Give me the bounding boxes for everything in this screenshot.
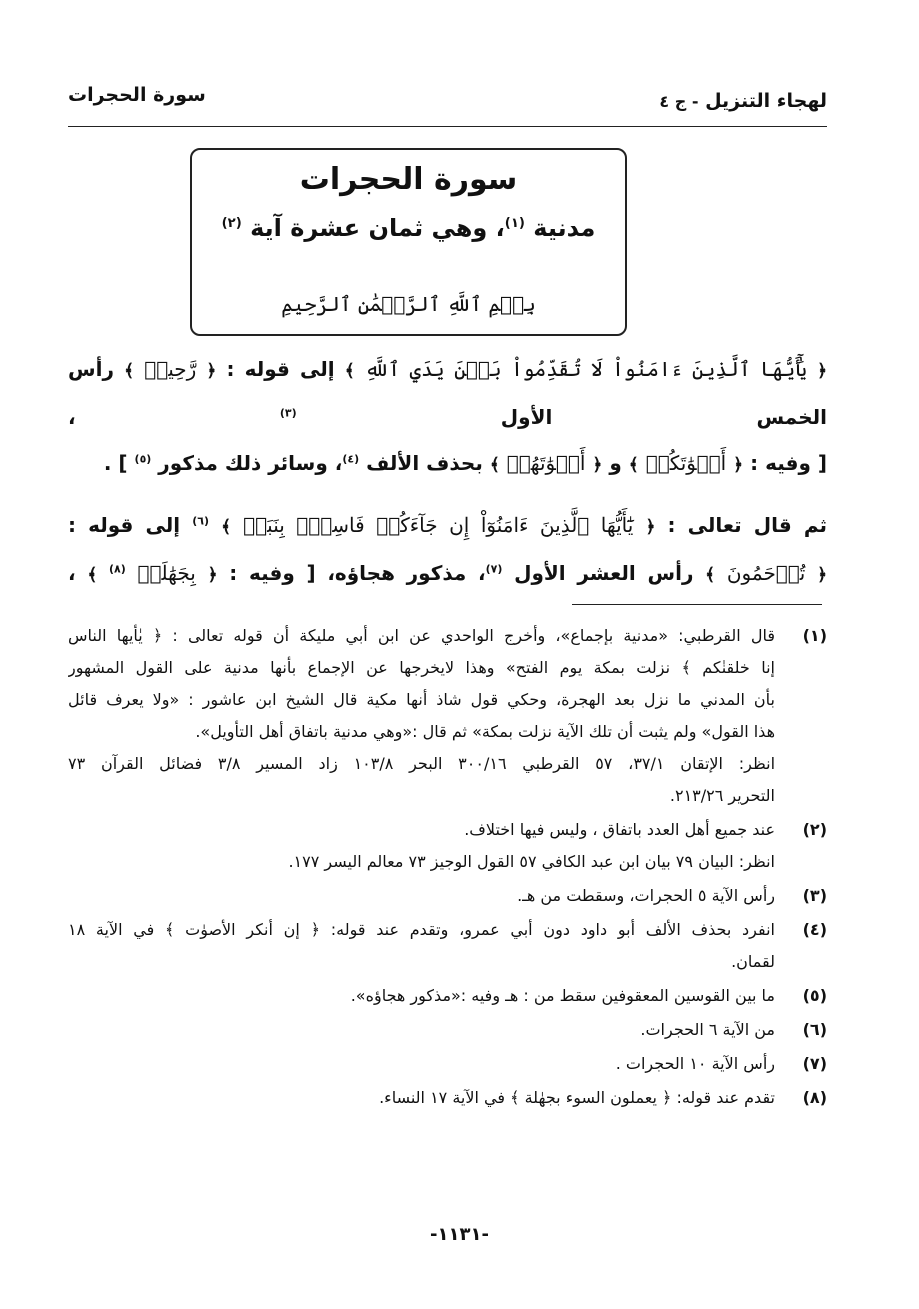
footnote-line: هذا القول» ولم يثبت أن تلك الآية نزلت بمكة» ثم قال :«وهي مدنية باتفاق أهل التأويل». <box>195 722 775 741</box>
subtitle-part-b: ، وهي ثمان عشرة آية <box>250 214 505 242</box>
quran-bracket-open: ﴿ <box>733 455 744 475</box>
main-text-run: ] . <box>103 451 128 475</box>
footnote-ref[interactable]: (٤) <box>342 452 360 466</box>
main-text-run: إلى قوله : <box>226 357 335 381</box>
quran-bracket-open: ﴿ <box>817 361 828 381</box>
footnote-number: (٨) <box>802 1088 827 1107</box>
footnote-line: انظر: الإتقان ٣٧/١، ٥٧ القرطبي ٣٠٠/١٦ البحر ١٠٣/٨ زاد المسير ٣/٨ فضائل القرآن ٧٣ <box>68 754 775 773</box>
main-text-run: رأس العشر الأول <box>514 561 694 585</box>
footnote-ref[interactable]: (١) <box>504 216 525 231</box>
quran-word: أَصۡوَٰتَهُمۡ <box>506 451 586 475</box>
quran-word: تُرۡحَمُونَ <box>726 561 806 585</box>
quran-word: بِجَهَٰلَةٖ <box>137 561 196 585</box>
volume-number: - ج ٤ <box>659 92 699 111</box>
footnote-line: انظر: البيان ٧٩ بيان ابن عبد الكافي ٥٧ القول الوجيز ٧٣ معالم اليسر ١٧٧. <box>288 852 775 871</box>
footnote-number: (٤) <box>802 920 827 939</box>
main-text-run: و <box>609 451 622 475</box>
footnote-line: انفرد بحذف الألف أبو داود دون أبي عمرو، وتقدم عند قوله: ﴿ إن أنكر الأصوٰت ﴾ في الآية ١٨ <box>68 920 775 939</box>
footnote-ref[interactable]: (٧) <box>485 562 503 576</box>
footnote-line: ما بين القوسين المعقوفين سقط من : هـ وفيه :«مذكور هجاؤه». <box>350 986 775 1005</box>
footnote-number: (٥) <box>802 986 827 1005</box>
quran-verse: يَٰٓأَيُّهَا ٱلَّذِينَ ءَامَنُواْ لَا تُقَدِّمُواْ بَيۡنَ يَدَيِ ٱللَّهِ <box>364 357 807 381</box>
footnote-4 <box>68 914 827 978</box>
subtitle-part-a: مدنية <box>533 214 596 242</box>
quran-bracket-close: ﴾ <box>124 361 135 381</box>
main-text <box>68 346 827 598</box>
quran-bracket-open: ﴿ <box>645 517 656 537</box>
main-line <box>68 550 827 598</box>
main-line <box>68 440 827 488</box>
footnote-6 <box>68 1014 827 1046</box>
footnote-ref[interactable]: (٥) <box>134 452 152 466</box>
footnote-ref[interactable]: (٣) <box>279 406 297 420</box>
main-text-run: [ وفيه : <box>750 451 827 475</box>
footnotes <box>68 620 827 1116</box>
footnote-number: (٦) <box>802 1020 827 1039</box>
basmala: بِسۡمِ ٱللَّهِ ٱلرَّحۡمَٰنِ ٱلرَّحِيمِ <box>281 292 536 316</box>
main-text-run: ، وسائر ذلك مذكور <box>158 451 343 475</box>
page-number: -١١٣١- <box>430 1224 489 1245</box>
quran-bracket-close: ﴾ <box>87 565 98 585</box>
quran-bracket-open: ﴿ <box>207 565 218 585</box>
footnote-divider <box>572 604 822 605</box>
main-text-run: بحذف الألف <box>366 451 483 475</box>
quran-bracket-close: ﴾ <box>344 361 355 381</box>
quran-bracket-close: ﴾ <box>221 517 232 537</box>
main-text-run: ، <box>68 561 76 585</box>
surah-title-box <box>190 148 627 336</box>
main-text-run: ، مذكور هجاؤه، [ وفيه : <box>229 561 486 585</box>
quran-verse: يَٰٓأَيُّهَا ٱلَّذِينَ ءَامَنُوٓاْ إِن جَآءَكُمۡ فَاسِقُۢ بِنَبَإٖ <box>243 513 634 537</box>
running-header <box>68 80 827 127</box>
main-text-run: إلى قوله : <box>68 513 181 537</box>
surah-subtitle <box>192 214 625 242</box>
footnote-line: بأن المدني ما نزل بعد الهجرة، وحكي قول شاذ أنها مكية قال الشيخ ابن عاشور : «ولا يعرف قائل <box>68 690 775 709</box>
footnote-3 <box>68 880 827 912</box>
quran-bracket-open: ﴿ <box>206 361 217 381</box>
book-title <box>659 90 827 112</box>
footnote-line: لقمان. <box>731 952 775 971</box>
footnote-7 <box>68 1048 827 1080</box>
footnote-line: رأس الآية ١٠ الحجرات . <box>615 1054 775 1073</box>
footnote-line: إنا خلقنٰكم ﴾ نزلت بمكة يوم الفتح» وهذا لايخرجها عن الإجماع بأنها مدنية على القول المشهور <box>68 658 775 677</box>
main-text-run: ثم قال تعالى : <box>667 513 828 537</box>
running-surah-name: سورة الحجرات <box>68 84 206 106</box>
footnote-1 <box>68 620 827 812</box>
footnote-5 <box>68 980 827 1012</box>
quran-bracket-close: ﴾ <box>628 455 639 475</box>
main-line <box>68 502 827 550</box>
quran-word: رَّحِيمٞ <box>144 357 197 381</box>
quran-bracket-open: ﴿ <box>592 455 603 475</box>
quran-bracket-open: ﴿ <box>817 565 828 585</box>
book-name: لهجاء التنزيل <box>705 90 827 112</box>
surah-title: سورة الحجرات <box>299 162 518 197</box>
quran-bracket-close: ﴾ <box>489 455 500 475</box>
footnote-ref[interactable]: (٨) <box>109 562 126 576</box>
footnote-number: (٧) <box>802 1054 827 1073</box>
footnote-line: قال القرطبي: «مدنية بإجماع»، وأخرج الواحدي عن ابن أبي مليكة أن قوله تعالى : ﴿ يٰأيها الناس <box>68 626 775 645</box>
footnote-8 <box>68 1082 827 1114</box>
footnote-number: (٢) <box>802 820 827 839</box>
main-line <box>68 346 827 440</box>
footnote-line: التحرير ٢١٣/٢٦. <box>669 786 775 805</box>
footnote-line: من الآية ٦ الحجرات. <box>640 1020 775 1039</box>
footnote-number: (٣) <box>802 886 827 905</box>
footnote-line: عند جميع أهل العدد باتفاق ، وليس فيها اختلاف. <box>464 820 775 839</box>
footnote-line: رأس الآية ٥ الحجرات، وسقطت من هـ. <box>517 886 775 905</box>
footnote-number: (١) <box>802 626 827 645</box>
main-text-run: ، <box>68 405 76 429</box>
footnote-ref[interactable]: (٢) <box>221 216 242 231</box>
main-text-run: رأس الخمس الأول <box>68 357 827 429</box>
footnote-2 <box>68 814 827 878</box>
quran-bracket-close: ﴾ <box>705 565 716 585</box>
footnote-ref[interactable]: (٦) <box>192 514 209 528</box>
quran-word: أَصۡوَٰتَكُمۡ <box>645 451 727 475</box>
footnote-line: تقدم عند قوله: ﴿ يعملون السوء بجهٰلة ﴾ في الآية ١٧ النساء. <box>379 1088 775 1107</box>
